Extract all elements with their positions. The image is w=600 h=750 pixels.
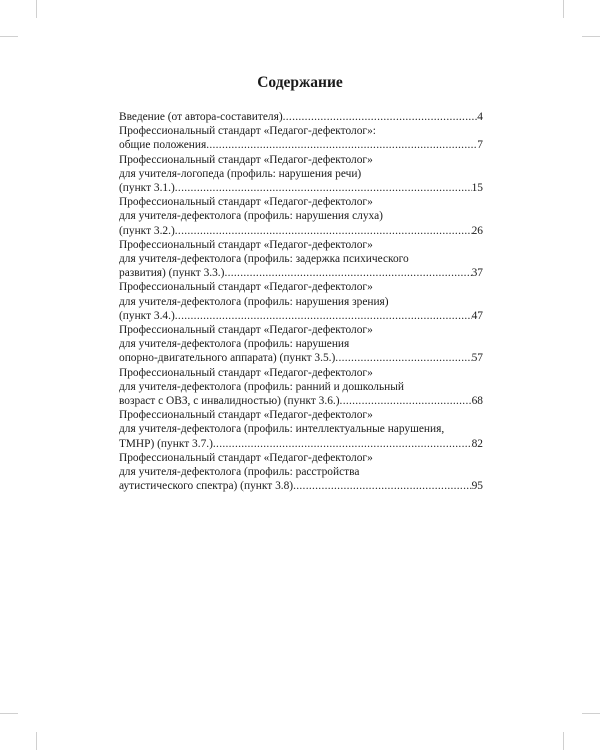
- toc-entry-line: для учителя-дефектолога (профиль: нарушения: [119, 338, 350, 351]
- toc-entry[interactable]: [119, 323, 483, 366]
- toc-page-number: 57: [471, 352, 483, 365]
- toc-entry-line: для учителя-дефектолога (профиль: интеллектуальные нарушения,: [119, 423, 445, 436]
- toc-entry-line: для учителя-дефектолога (профиль: задержка психического: [119, 253, 409, 266]
- toc-page-number: 4: [477, 111, 483, 123]
- toc-entry-line: Профессиональный стандарт «Педагог-дефектолог»: [119, 196, 373, 209]
- toc-page-number: 68: [471, 395, 483, 408]
- crop-mark: [36, 732, 37, 750]
- page-title: Содержание: [257, 74, 343, 91]
- toc-entry-line: (пункт 3.1.): [119, 182, 175, 195]
- toc-entry-line: (пункт 3.4.): [119, 309, 175, 322]
- toc-page-number: 7: [477, 139, 483, 152]
- toc-page-number: 82: [471, 437, 483, 450]
- toc-entry-line: общие положения: [119, 139, 207, 152]
- toc-entry-line: Профессиональный стандарт «Педагог-дефектолог»: [119, 409, 373, 422]
- toc-entry-line: возраст с ОВЗ, с инвалидностью) (пункт 3.6.): [119, 395, 340, 408]
- toc-entry-line: Профессиональный стандарт «Педагог-дефектолог»: [119, 324, 373, 337]
- crop-mark: [582, 36, 600, 37]
- toc-page-number: 26: [471, 224, 483, 237]
- toc-entry-line: для учителя-дефектолога (профиль: ранний и дошкольный: [119, 380, 405, 393]
- crop-mark: [36, 0, 37, 18]
- crop-mark: [563, 732, 564, 750]
- toc-entry-line: ТМНР) (пункт 3.7.): [119, 437, 213, 450]
- toc-entry-line: Профессиональный стандарт «Педагог-дефектолог»: [119, 281, 373, 294]
- toc-entry[interactable]: [119, 153, 483, 196]
- crop-mark: [563, 0, 564, 18]
- toc-entry-line: Профессиональный стандарт «Педагог-дефектолог»: [119, 153, 373, 166]
- toc-entry[interactable]: [119, 110, 483, 124]
- dot-leader: [206, 138, 477, 152]
- dot-leader: [335, 351, 471, 365]
- crop-mark: [0, 713, 18, 714]
- toc-entry-line: Профессиональный стандарт «Педагог-дефектолог»: [119, 238, 373, 251]
- toc-entry[interactable]: [119, 195, 483, 238]
- toc-page-number: 47: [471, 309, 483, 322]
- toc-entry[interactable]: [119, 408, 483, 451]
- dot-leader: [340, 394, 472, 408]
- crop-mark: [582, 713, 600, 714]
- toc-entry[interactable]: [119, 451, 483, 494]
- toc-entry[interactable]: [119, 124, 483, 152]
- dot-leader: [175, 309, 472, 323]
- dot-leader: [224, 266, 471, 280]
- toc-page-number: 15: [471, 182, 483, 195]
- toc-entry-line: развития) (пункт 3.3.): [119, 267, 225, 280]
- table-of-contents: [119, 110, 483, 493]
- toc-entry-line: Профессиональный стандарт «Педагог-дефектолог»: [119, 451, 373, 464]
- dot-leader: [283, 110, 478, 124]
- toc-page-number: 37: [471, 267, 483, 280]
- toc-entry-line: Введение (от автора-составителя): [119, 111, 283, 123]
- toc-entry-line: Профессиональный стандарт «Педагог-дефектолог»:: [119, 125, 376, 138]
- toc-entry-line: для учителя-дефектолога (профиль: нарушения слуха): [119, 210, 383, 223]
- toc-entry-line: для учителя-дефектолога (профиль: расстройства: [119, 466, 360, 479]
- dot-leader: [175, 224, 472, 238]
- toc-entry[interactable]: [119, 238, 483, 281]
- dot-leader: [175, 181, 472, 195]
- toc-entry-line: аутистического спектра) (пункт 3.8): [119, 480, 294, 493]
- dot-leader: [213, 437, 472, 451]
- toc-entry-line: для учителя-дефектолога (профиль: нарушения зрения): [119, 295, 389, 308]
- crop-mark: [0, 36, 18, 37]
- toc-entry[interactable]: [119, 366, 483, 409]
- toc-entry-line: Профессиональный стандарт «Педагог-дефектолог»: [119, 366, 373, 379]
- toc-entry[interactable]: [119, 280, 483, 323]
- toc-entry-line: (пункт 3.2.): [119, 224, 175, 237]
- toc-page-number: 95: [471, 480, 483, 493]
- toc-entry-line: опорно-двигательного аппарата) (пункт 3.5.): [119, 352, 336, 365]
- dot-leader: [293, 479, 472, 493]
- toc-entry-line: для учителя-логопеда (профиль: нарушения речи): [119, 167, 362, 180]
